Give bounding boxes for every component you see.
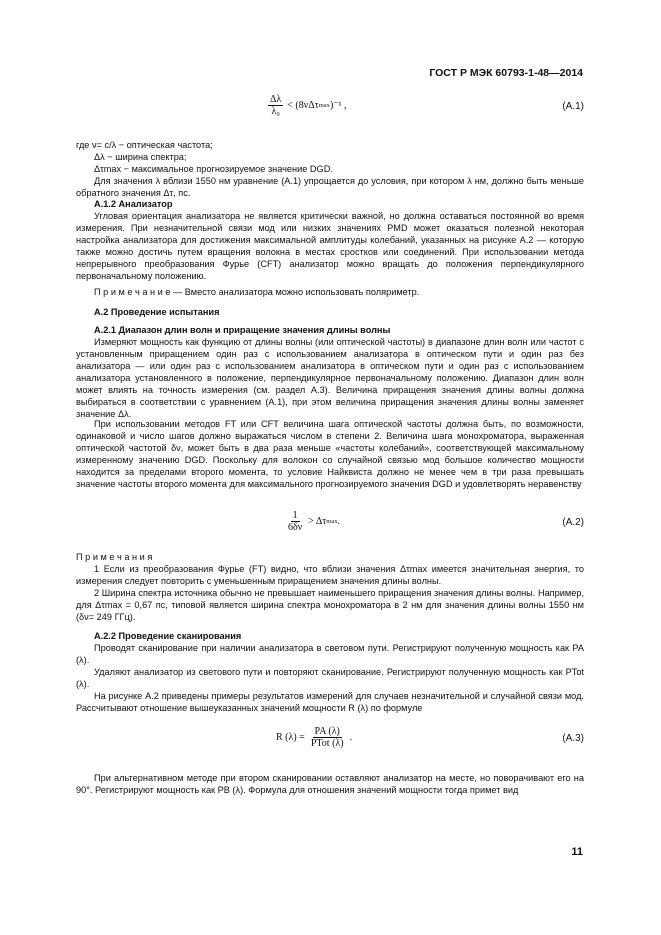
section-a22-paragraph-3: На рисунке A.2 приведены примеры результатов измерений для случаев незначительной и случайной связи мод. Рассчитывают отношение вышеуказанных значений мощности R (λ) по формуле [76,691,584,713]
formula-a1-fraction: $\frac{\Delta\lambda}{\text{λ₀}}$ [270,94,282,117]
note-2: 2 Ширина спектра источника обычно не превышает наименьшего приращения значения длины волны. Например, для Δτmax = 0,67 пс, типовой является ширина спектра монохроматора в 2 нм для значения длины волны 1550 нм (δν= 249 ГГц). [76,588,584,622]
formula-a3-number: (A.3) [562,733,584,744]
formula-a2-fraction: $\frac{1}{6\delta\nu}$ [288,510,303,533]
section-a22-title: A.2.2 Проведение сканирования [94,631,242,641]
section-a21-paragraph-2: При использовании методов FT или CFT величина шага оптической частоты должна быть, по возможности, одинаковой и число шагов должно выражаться числом в степени 2. Величина шага монохроматора, выраженная оптической частотой δν, может быть в два раза меньше «частоты колебаний», соответствующей максимальному измеренному значению DGD. Поскольку для волокон со случайной связью мод большое количество мощности находится за пределами второго момента, то условие Найквиста должно не менее чем в три раза превышать значение частоты второго момента для максимального прогнозируемого значения DGD и удовлетворять неравенству [76,419,584,489]
section-a21-title: A.2.1 Диапазон длин волн и приращение значения длины волны [94,325,391,335]
formula-a1-rhs: < (8νΔτ [287,99,319,111]
formula-a1: $\frac{\Delta\lambda}{\text{λ₀}}$ < (8νΔτ max )⁻¹ , (A.1) [270,94,584,117]
formula-a2-rhs: > Δτ [308,515,327,527]
formula-a2: $\frac{1}{6\delta\nu}$ > Δτ max . (A.2) [288,510,584,533]
note-text: — Вместо анализатора можно использовать поляриметр. [170,287,420,297]
page-number: 11 [571,846,583,858]
section-a2-title: A.2 Проведение испытания [94,307,220,317]
note-label: П р и м е ч а н и е [94,287,171,297]
formula-a1-number: (A.1) [562,101,584,112]
formula-a3: R (λ) = $\frac{PA (\lambda)}{\text{PTot (λ)}}$ . (A.3) [276,726,584,749]
where-line-2: Δλ − ширина спектра; [94,152,187,162]
where-line-3: Δτmax − максимальное прогнозируемое значение DGD. [94,164,333,174]
notes-label: П р и м е ч а н и я [76,552,153,562]
section-a22-paragraph-1: Проводят сканирование при наличии анализатора в световом пути. Регистрируют полученную мощность как PA (λ). [76,643,584,665]
section-a22-paragraph-2: Удаляют анализатор из светового пути и повторяют сканирование. Регистрируют полученную мощность как PTot (λ). [76,667,584,689]
where-paragraph: Для значения λ вблизи 1550 нм уравнение (A.1) упрощается до условия, при котором λ нм, должно быть меньше обратного значения Δτ, пс. [76,176,584,198]
section-a12-title: A.1.2 Анализатор [94,199,173,209]
formula-a2-number: (A.2) [562,517,584,528]
note-1: 1 Если из преобразования Фурье (FT) видно, что вблизи значения Δτmax имеется значительная энергия, то измерения следует повторить с уменьшенным приращением значения длины волны. [76,564,584,586]
section-a21-paragraph-1: Измеряют мощность как функцию от длины волны (или оптической частоты) в диапазоне длин волн или частот с установленным приращением один раз с использованием анализатора в оптическом пути и один раз без анализатора — или один раз с использованием анализатора в оптическом пути и один раз с использованием анализатора установленного в положение, перпендикулярное первоначальному положению. Диапазон длин волн может влиять на точность измерения (см. раздел A.3). Величина приращения значения длины волны должна выбираться в соответствии с уравнением (A.1), при этом величина приращения значения длины волны заменяет значение Δλ. [76,337,584,419]
section-a12-note [94,286,584,298]
standard-header: ГОСТ Р МЭК 60793-1-48—2014 [429,67,583,79]
where-line-1: где ν= c/λ − оптическая частота; [76,140,213,150]
final-paragraph: При альтернативном методе при втором сканировании оставляют анализатор на месте, но поворачивают его на 90°. Регистрируют мощность как PB (λ). Формула для отношения значений мощности тогда примет вид [76,773,584,795]
formula-a3-lhs: R (λ) = [276,731,305,743]
section-a12-paragraph: Угловая ориентация анализатора не является критически важной, но должна оставаться постоянной во время измерения. При незначительной связи мод или низких значениях PMD может оказаться полезной некоторая настройка анализатора для достижения максимальной амплитуды колебаний, указанных на рисунке A.2 — которую также можно достичь путем вращения волокна в местах сростков или соединений. При использовании метода непрерывного преобразования Фурье (CFT) анализатор можно вращать до положения перпендикулярного первоначальному положению. [76,211,584,281]
formula-a3-fraction: $\frac{PA (\lambda)}{\text{PTot (λ)}}$ [310,726,344,749]
